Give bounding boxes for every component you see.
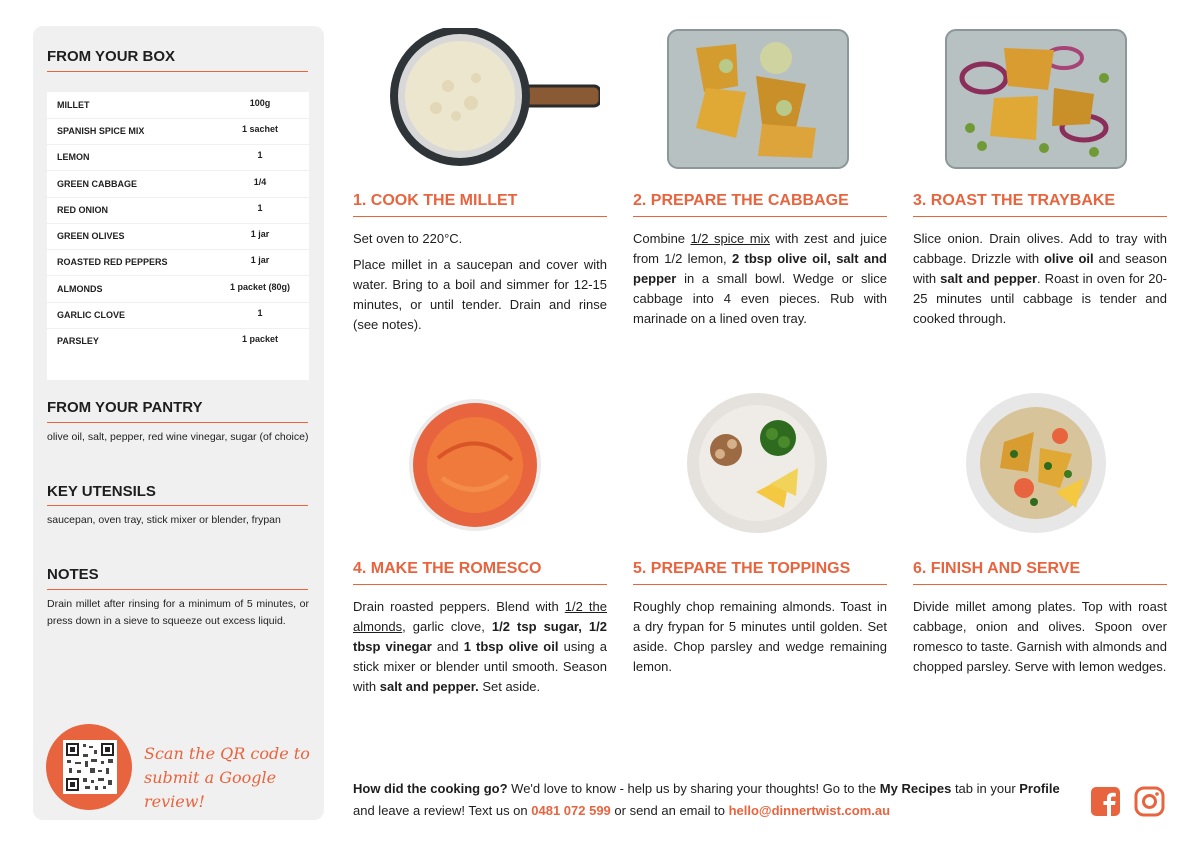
ingredient-row [47, 171, 309, 198]
pantry-title: FROM YOUR PANTRY [47, 399, 203, 416]
step-4-title: 4. MAKE THE ROMESCO [353, 560, 542, 577]
step-1-text-b: Place millet in a saucepan and cover with water. Bring to a boil and simmer for 12-15 minutes, or until tender. Drain and rinse (see notes). [353, 257, 607, 332]
ingredient-qty: 100g [249, 98, 271, 108]
step-3-title: 3. ROAST THE TRAYBAKE [913, 192, 1116, 209]
text: tab in your [951, 781, 1020, 796]
text: . Roast in oven for 20-25 minutes until cabbage is tender and cooked through. [913, 271, 1167, 326]
divider [47, 589, 308, 590]
bold-text: salt and pepper [940, 271, 1038, 286]
bold-text: salt and pepper. [379, 679, 479, 694]
phone-link[interactable]: 0481 072 599 [531, 803, 611, 818]
ingredient-name: RED ONION [57, 205, 109, 215]
step-3-body [913, 229, 1167, 335]
ingredient-qty: 1 jar [250, 229, 270, 239]
bold-text: 2 tbsp olive oil, salt and pepper [633, 251, 887, 286]
traybake-photo [944, 28, 1128, 170]
divider [913, 216, 1167, 217]
ingredient-qty: 1 [257, 308, 263, 318]
text: and leave a review! Text us on [353, 803, 532, 818]
text: in a small bowl. Wedge or slice cabbage into 4 even pieces. Rub with marinade on a lined oven tray. [633, 271, 887, 326]
qr-caption: Scan the QR code to submit a Google review! [144, 744, 310, 811]
ingredient-link: 1/2 spice mix [690, 231, 770, 246]
step-6-title: 6. FINISH AND SERVE [913, 560, 1081, 577]
divider [47, 71, 308, 72]
cabbage-tray-photo [666, 28, 850, 170]
text: or send an email to [610, 803, 729, 818]
ingredient-name: PARSLEY [57, 336, 99, 346]
text: with zest and juice from 1/2 lemon, [633, 231, 887, 266]
step-5-title: 5. PREPARE THE TOPPINGS [633, 560, 851, 577]
ingredient-name: GREEN OLIVES [57, 231, 125, 241]
text: and season with [913, 251, 1168, 286]
step-1-text-a: Set oven to 220°C. [353, 231, 463, 246]
ingredient-name: GREEN CABBAGE [57, 179, 138, 189]
text: Combine [633, 231, 691, 246]
ingredient-row [47, 223, 309, 250]
email-link[interactable]: hello@dinnertwist.com.au [728, 803, 891, 818]
pantry-text: olive oil, salt, pepper, red wine vinegar, sugar (of choice) [47, 431, 309, 443]
step-1-body [353, 229, 607, 341]
millet-sieve-photo [376, 28, 600, 170]
divider [353, 584, 607, 585]
text: Slice onion. Drain olives. Add to tray with cabbage. Drizzle with [913, 231, 1167, 266]
ingredient-qty: 1 packet [241, 334, 279, 344]
utensils-title: KEY UTENSILS [47, 483, 156, 500]
divider [633, 216, 887, 217]
ingredient-qty: 1 sachet [241, 124, 279, 134]
ingredient-link: 1/2 the almonds [353, 599, 607, 634]
from-box-title: FROM YOUR BOX [47, 48, 176, 65]
ingredient-row [47, 249, 309, 276]
ingredient-name: GARLIC CLOVE [57, 310, 126, 320]
ingredient-row [47, 118, 309, 145]
step-5-body [633, 597, 887, 683]
ingredient-qty: 1 jar [250, 255, 270, 265]
ingredient-qty: 1 [257, 150, 263, 160]
bold-text: olive oil [1043, 251, 1094, 266]
step-6-text: Divide millet among plates. Top with roast cabbage, onion and olives. Spoon over romesco to taste. Garnish with almonds and chopped parsley. Serve with lemon wedges. [913, 599, 1167, 674]
ingredient-row [47, 328, 309, 354]
ingredient-row [47, 197, 309, 224]
divider [47, 422, 308, 423]
ingredient-name: MILLET [57, 100, 90, 110]
ingredient-name: SPANISH SPICE MIX [57, 126, 145, 136]
ingredient-row [47, 276, 309, 303]
ingredient-qty: 1/4 [253, 177, 267, 187]
ingredient-row [47, 144, 309, 171]
divider [633, 584, 887, 585]
step-4-body [353, 597, 607, 703]
instagram-icon[interactable] [1134, 786, 1165, 817]
ingredients-table [47, 92, 309, 380]
notes-text: Drain millet after rinsing for a minimum of 5 minutes, or press down in a sieve to squeeze out excess liquid. [47, 598, 309, 627]
ingredient-row [47, 92, 309, 119]
ingredient-qty: 1 [257, 203, 263, 213]
review-footer [353, 778, 1073, 822]
utensils-text: saucepan, oven tray, stick mixer or blender, frypan [47, 514, 281, 526]
bold-text: 1/2 tsp sugar, 1/2 tbsp vinegar [353, 619, 607, 654]
profile-label: Profile [1019, 781, 1060, 796]
step-2-body [633, 229, 887, 335]
notes-title: NOTES [47, 566, 99, 583]
text: , garlic clove, [402, 619, 492, 634]
qr-code[interactable] [63, 740, 117, 794]
ingredient-name: ROASTED RED PEPPERS [57, 257, 168, 267]
ingredient-name: LEMON [57, 152, 90, 162]
ingredient-qty: 1 packet (80g) [229, 282, 291, 292]
bold-text: 1 tbsp olive oil [463, 639, 559, 654]
toppings-plate-photo [686, 392, 828, 534]
facebook-icon[interactable] [1090, 786, 1121, 817]
text: We'd love to know - help us by sharing your thoughts! Go to the [507, 781, 880, 796]
text: Drain roasted peppers. Blend with [353, 599, 565, 614]
divider [913, 584, 1167, 585]
step-5-text: Roughly chop remaining almonds. Toast in a dry frypan for 5 minutes until golden. Set aside. Chop parsley and wedge remaining lemon. [633, 599, 887, 674]
step-2-title: 2. PREPARE THE CABBAGE [633, 192, 849, 209]
ingredient-name: ALMONDS [57, 284, 103, 294]
text: using a stick mixer or blender until smooth. Season with [353, 639, 608, 694]
ingredient-row [47, 302, 309, 329]
text: and [431, 639, 464, 654]
divider [353, 216, 607, 217]
final-dish-photo [964, 392, 1108, 534]
my-recipes-label: My Recipes [879, 781, 952, 796]
step-1-title: 1. COOK THE MILLET [353, 192, 518, 209]
text: Set aside. [478, 679, 541, 694]
romesco-bowl-photo [408, 398, 542, 532]
divider [47, 505, 308, 506]
footer-question: How did the cooking go? [353, 781, 508, 796]
step-6-body [913, 597, 1167, 683]
